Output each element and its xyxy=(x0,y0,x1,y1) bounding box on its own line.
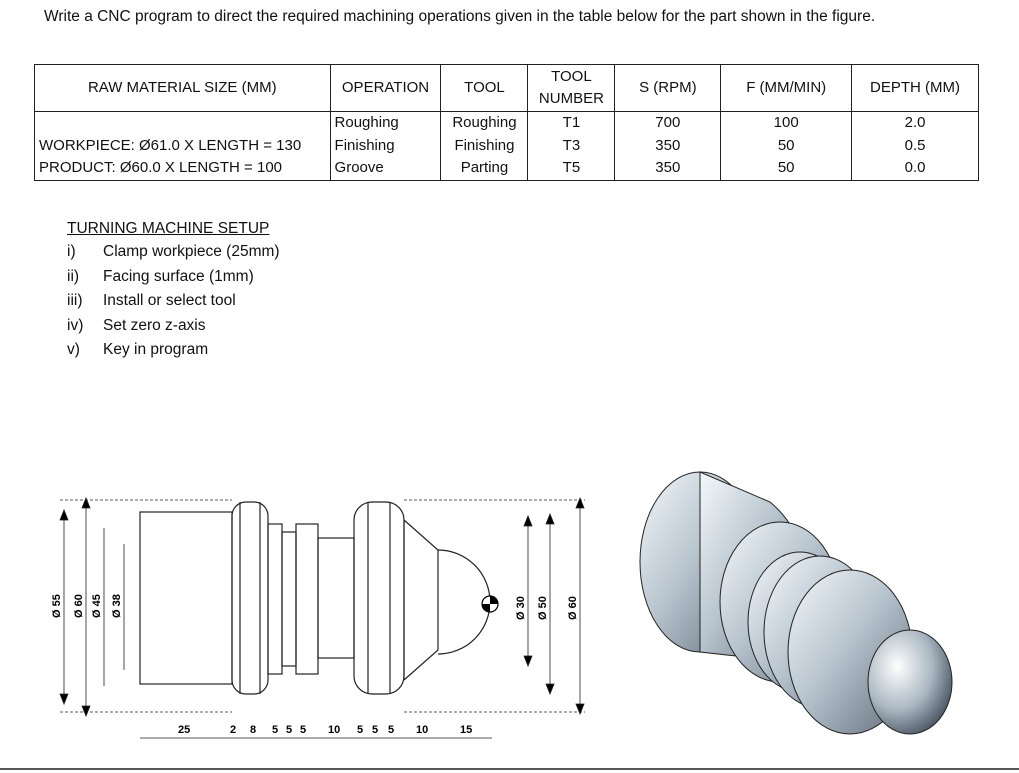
setup-step xyxy=(67,289,280,314)
length-label: 5 xyxy=(300,724,307,736)
left-collar-outline xyxy=(232,502,268,694)
tool-cell xyxy=(441,112,528,181)
workpiece-size: WORKPIECE: Ø61.0 X LENGTH = 130 xyxy=(39,136,302,154)
dimension-lines xyxy=(60,498,585,738)
setup-step-text: Set zero z-axis xyxy=(103,316,206,334)
feed-cell xyxy=(721,112,852,181)
header-tool-number-line1: TOOL xyxy=(551,68,592,85)
groove-step xyxy=(296,524,318,674)
taper-outline xyxy=(404,520,438,680)
setup-title: TURNING MACHINE SETUP xyxy=(67,220,270,237)
operation-cell xyxy=(330,112,441,181)
speed-cell xyxy=(615,112,721,181)
setup-step xyxy=(67,338,280,363)
operation-value: Groove xyxy=(334,159,384,176)
dim-label-60-right: Ø 60 xyxy=(567,596,579,620)
dimension-labels xyxy=(51,594,579,736)
length-label: 5 xyxy=(372,724,379,736)
tool-value: Parting xyxy=(460,159,509,176)
dim-label-45: Ø 45 xyxy=(91,594,103,618)
depth-value: 2.0 xyxy=(904,114,926,131)
setup-step-number: i) xyxy=(67,243,76,261)
setup-step-text: Key in program xyxy=(103,341,209,359)
tool-value: Roughing xyxy=(452,114,517,131)
header-tool-number xyxy=(528,65,615,112)
length-label: 8 xyxy=(250,724,257,736)
setup-section xyxy=(67,220,280,363)
header-operation: OPERATION xyxy=(330,65,441,112)
setup-step-number: iv) xyxy=(67,316,84,334)
feed-value: 50 xyxy=(777,136,795,154)
table-header-row xyxy=(35,65,979,112)
page-bottom-rule xyxy=(0,768,1019,770)
header-raw-material: RAW MATERIAL SIZE (MM) xyxy=(35,65,331,112)
dim-label-50: Ø 50 xyxy=(537,596,549,620)
length-label: 5 xyxy=(272,724,279,736)
operation-value: Finishing xyxy=(334,136,395,154)
depth-cell xyxy=(852,112,979,181)
length-label: 25 xyxy=(178,724,191,736)
depth-value: 0.5 xyxy=(904,136,926,154)
speed-value: 350 xyxy=(655,159,681,176)
groove-step xyxy=(282,532,296,666)
setup-step xyxy=(67,240,280,265)
part-outline xyxy=(140,502,490,694)
setup-step-number: v) xyxy=(67,341,80,359)
tool-number-value: T5 xyxy=(562,159,581,176)
part-3d-render xyxy=(620,462,1000,762)
operations-table xyxy=(34,64,979,181)
right-collar-outline xyxy=(354,502,404,694)
question-text: Write a CNC program to direct the required machining operations given in the table below for the part shown in the figure. xyxy=(44,8,876,25)
feed-value: 100 xyxy=(773,114,799,131)
setup-step-number: iii) xyxy=(67,292,83,310)
setup-step-text: Clamp workpiece (25mm) xyxy=(103,243,280,261)
length-label: 5 xyxy=(388,724,395,736)
render-body xyxy=(640,472,952,734)
length-label: 2 xyxy=(230,724,237,736)
datum-symbol xyxy=(482,596,498,612)
raw-material-cell xyxy=(35,112,331,181)
tool-number-value: T1 xyxy=(562,114,581,131)
dimension-arrows xyxy=(60,498,584,716)
operation-value: Roughing xyxy=(334,114,399,131)
header-tool-number-line2: NUMBER xyxy=(538,90,604,107)
setup-step xyxy=(67,265,280,290)
setup-step-number: ii) xyxy=(67,267,80,285)
tool-number-cell xyxy=(528,112,615,181)
neck-outline xyxy=(318,538,354,658)
tool-value: Finishing xyxy=(454,136,515,154)
length-label: 5 xyxy=(357,724,364,736)
header-tool: TOOL xyxy=(441,65,528,112)
speed-value: 350 xyxy=(655,136,681,154)
header-feed: F (MM/MIN) xyxy=(721,65,852,112)
table-body-row xyxy=(35,112,979,181)
length-label: 10 xyxy=(328,724,341,736)
dim-label-30: Ø 30 xyxy=(515,596,527,620)
dim-label-60: Ø 60 xyxy=(73,594,85,618)
header-speed: S (RPM) xyxy=(615,65,721,112)
depth-value: 0.0 xyxy=(904,159,926,176)
setup-step-text: Facing surface (1mm) xyxy=(103,267,254,285)
dim-label-55: Ø 55 xyxy=(51,594,63,618)
setup-step xyxy=(67,314,280,339)
groove-step xyxy=(268,524,282,674)
length-label: 15 xyxy=(460,724,473,736)
tool-number-value: T3 xyxy=(562,136,581,154)
left-body-outline xyxy=(140,512,232,684)
speed-value: 700 xyxy=(655,114,681,131)
product-size: PRODUCT: Ø60.0 X LENGTH = 100 xyxy=(39,159,283,176)
datum-quadrant xyxy=(482,604,490,612)
length-label: 5 xyxy=(286,724,293,736)
feed-value: 50 xyxy=(777,159,795,176)
setup-step-text: Install or select tool xyxy=(103,292,236,310)
datum-quadrant xyxy=(490,596,498,604)
header-depth: DEPTH (MM) xyxy=(852,65,979,112)
dim-label-38: Ø 38 xyxy=(111,594,123,618)
render-dome xyxy=(868,630,952,734)
length-label: 10 xyxy=(416,724,429,736)
technical-drawing xyxy=(0,480,600,770)
